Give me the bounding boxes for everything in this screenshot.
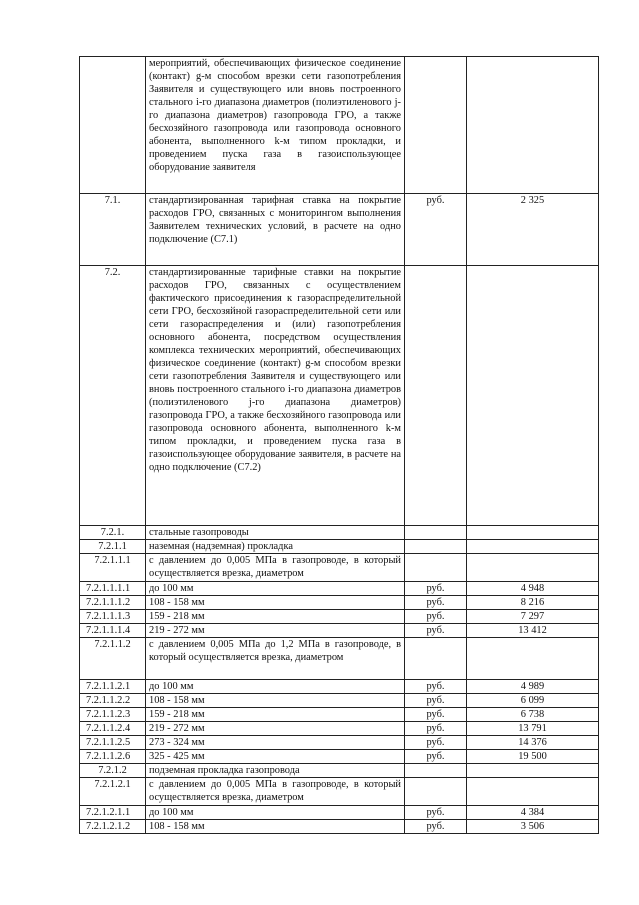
row-unit: руб.	[405, 582, 467, 596]
table-row	[80, 806, 599, 820]
row-number: 7.2.1.1	[80, 540, 146, 554]
row-value: 13 412	[467, 624, 599, 638]
table-row	[80, 582, 599, 596]
row-value	[467, 540, 599, 554]
row-number: 7.2.1.2.1.2	[80, 820, 146, 834]
row-unit: руб.	[405, 680, 467, 694]
row-value: 7 297	[467, 610, 599, 624]
row-value: 14 376	[467, 736, 599, 750]
row-unit	[405, 778, 467, 806]
table-row	[80, 554, 599, 582]
row-value: 13 791	[467, 722, 599, 736]
table-row	[80, 596, 599, 610]
row-number: 7.1.	[80, 194, 146, 266]
row-number: 7.2.1.1.2.2	[80, 694, 146, 708]
table-row	[80, 266, 599, 526]
row-description: мероприятий, обеспечивающих физическое соединение (контакт) g-м способом врезки сети газопотребления Заявителя и существующего или вновь построенного стального i-го диапазона диаметров (полиэтиленового j-го диапазона диаметров) газопровода ГРО, а также бесхозяйного газопровода или газопровода основного абонента, выполненного k-м типом прокладки, и проведением пуска газа в газоиспользующее оборудование заявителя	[146, 57, 405, 194]
row-unit	[405, 764, 467, 778]
row-number: 7.2.1.2	[80, 764, 146, 778]
row-value	[467, 778, 599, 806]
row-unit: руб.	[405, 708, 467, 722]
row-unit: руб.	[405, 750, 467, 764]
table-row	[80, 680, 599, 694]
row-description: 273 - 324 мм	[146, 736, 405, 750]
row-number: 7.2.1.1.2.3	[80, 708, 146, 722]
row-unit	[405, 57, 467, 194]
table-row	[80, 57, 599, 194]
row-value: 6 738	[467, 708, 599, 722]
row-unit: руб.	[405, 806, 467, 820]
row-number: 7.2.1.1.2	[80, 638, 146, 680]
row-value: 4 384	[467, 806, 599, 820]
row-value	[467, 526, 599, 540]
tariff-table	[79, 56, 599, 834]
row-value: 8 216	[467, 596, 599, 610]
row-number: 7.2.1.1.1.3	[80, 610, 146, 624]
row-unit: руб.	[405, 722, 467, 736]
row-description: наземная (надземная) прокладка	[146, 540, 405, 554]
row-description: 108 - 158 мм	[146, 694, 405, 708]
row-description: 108 - 158 мм	[146, 820, 405, 834]
table-row	[80, 194, 599, 266]
table-row	[80, 736, 599, 750]
row-description: с давлением до 0,005 МПа в газопроводе, в который осуществляется врезка, диаметром	[146, 554, 405, 582]
row-value	[467, 554, 599, 582]
table-row	[80, 764, 599, 778]
table-row	[80, 722, 599, 736]
row-number: 7.2.1.1.1	[80, 554, 146, 582]
row-unit: руб.	[405, 736, 467, 750]
row-number: 7.2.	[80, 266, 146, 526]
row-description: стандартизированная тарифная ставка на покрытие расходов ГРО, связанных с мониторингом выполнения Заявителем технических условий, в расчете на одно подключение (С7.1)	[146, 194, 405, 266]
row-value: 4 948	[467, 582, 599, 596]
row-number	[80, 57, 146, 194]
row-value: 6 099	[467, 694, 599, 708]
row-value	[467, 638, 599, 680]
row-description: 219 - 272 мм	[146, 722, 405, 736]
row-number: 7.2.1.2.1.1	[80, 806, 146, 820]
table-row	[80, 708, 599, 722]
row-number: 7.2.1.1.2.1	[80, 680, 146, 694]
row-description: до 100 мм	[146, 680, 405, 694]
row-unit: руб.	[405, 624, 467, 638]
row-unit: руб.	[405, 694, 467, 708]
row-unit	[405, 540, 467, 554]
row-unit: руб.	[405, 820, 467, 834]
row-description: 159 - 218 мм	[146, 610, 405, 624]
row-unit: руб.	[405, 596, 467, 610]
row-number: 7.2.1.1.1.4	[80, 624, 146, 638]
row-value	[467, 57, 599, 194]
row-description: 325 - 425 мм	[146, 750, 405, 764]
row-description: 159 - 218 мм	[146, 708, 405, 722]
table-row	[80, 820, 599, 834]
row-unit: руб.	[405, 610, 467, 624]
table-row	[80, 540, 599, 554]
row-value: 19 500	[467, 750, 599, 764]
row-unit: руб.	[405, 194, 467, 266]
row-number: 7.2.1.	[80, 526, 146, 540]
row-description: стальные газопроводы	[146, 526, 405, 540]
row-number: 7.2.1.1.2.6	[80, 750, 146, 764]
table-row	[80, 778, 599, 806]
row-value: 3 506	[467, 820, 599, 834]
row-number: 7.2.1.2.1	[80, 778, 146, 806]
table-row	[80, 526, 599, 540]
row-description: 108 - 158 мм	[146, 596, 405, 610]
row-unit	[405, 554, 467, 582]
table-row	[80, 750, 599, 764]
row-value	[467, 266, 599, 526]
table-row	[80, 624, 599, 638]
row-description: с давлением до 0,005 МПа в газопроводе, в который осуществляется врезка, диаметром	[146, 778, 405, 806]
row-value	[467, 764, 599, 778]
row-description: подземная прокладка газопровода	[146, 764, 405, 778]
row-description: с давлением 0,005 МПа до 1,2 МПа в газопроводе, в который осуществляется врезка, диаметром	[146, 638, 405, 680]
row-description: до 100 мм	[146, 582, 405, 596]
table-row	[80, 638, 599, 680]
row-description: 219 - 272 мм	[146, 624, 405, 638]
row-unit	[405, 638, 467, 680]
row-value: 4 989	[467, 680, 599, 694]
row-number: 7.2.1.1.2.5	[80, 736, 146, 750]
row-unit	[405, 526, 467, 540]
row-description: до 100 мм	[146, 806, 405, 820]
row-value: 2 325	[467, 194, 599, 266]
row-unit	[405, 266, 467, 526]
row-number: 7.2.1.1.1.2	[80, 596, 146, 610]
row-description: стандартизированные тарифные ставки на покрытие расходов ГРО, связанных с осуществлением фактического присоединения к газораспределительной сети ГРО, бесхозяйной газораспределительной сети или сети газораспределения и (или) газопотребления основного абонента, посредством осуществления комплекса технических мероприятий, обеспечивающих физическое соединение (контакт) g-м способом врезки сети газопотребления Заявителя и существующего или вновь построенного стального i-го диапазона диаметров (полиэтиленового j-го диапазона диаметров) газопровода ГРО, а также бесхозяйного газопровода или газопровода основного абонента, выполненного k-м типом прокладки, и проведением пуска газа в газоиспользующее оборудование заявителя, в расчете на одно подключение (С7.2)	[146, 266, 405, 526]
table-row	[80, 610, 599, 624]
table-row	[80, 694, 599, 708]
row-number: 7.2.1.1.2.4	[80, 722, 146, 736]
row-number: 7.2.1.1.1.1	[80, 582, 146, 596]
